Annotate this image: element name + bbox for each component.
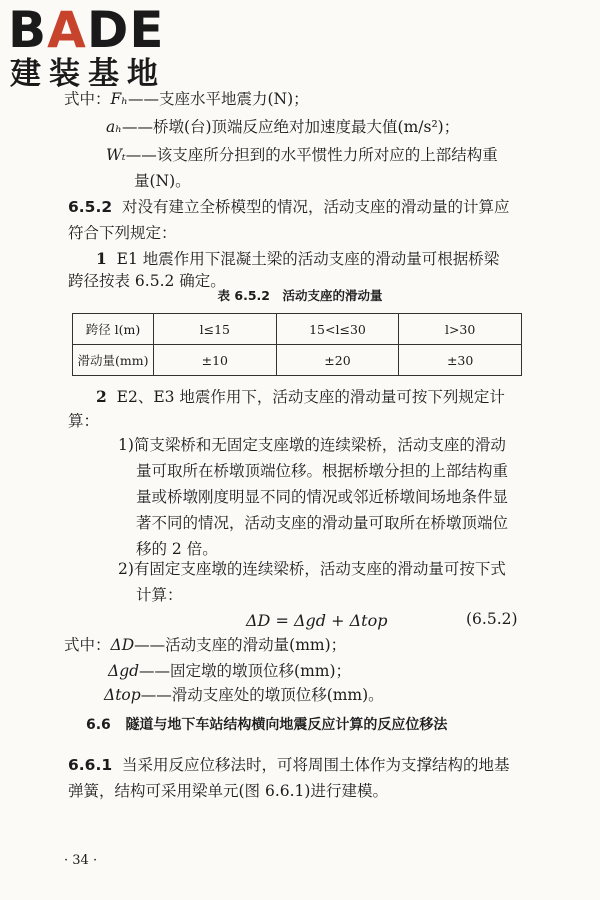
where-line: Δtop——滑动支座处的墩顶位移(mm)。 <box>104 686 384 704</box>
formula: ΔD = Δgd + Δtop <box>246 611 388 630</box>
table-title: 表 6.5.2 活动支座的滑动量 <box>217 288 383 303</box>
sub-item-line: 量或桥墩刚度明显不同的情况或邻近桥墩间场地条件显 <box>136 488 509 506</box>
table-cell: ±10 <box>154 345 277 376</box>
where-line: 式中：Fₕ——支座水平地震力(N)； <box>64 90 309 108</box>
clause-line: 符合下列规定： <box>68 224 177 242</box>
table-cell: l>30 <box>399 314 522 345</box>
table-row <box>73 345 522 376</box>
item-line: 跨径按表 6.5.2 确定。 <box>68 272 226 290</box>
table-cell: ±20 <box>276 345 399 376</box>
sub-item-line: 移的 2 倍。 <box>136 540 218 558</box>
sub-item-line: 量可取所在桥墩顶端位移。根据桥墩分担的上部结构重 <box>136 462 509 480</box>
table-cell: ±30 <box>399 345 522 376</box>
sub-item-line: 著不同的情况，活动支座的滑动量可取所在桥墩顶端位 <box>136 514 509 532</box>
sub-item-2: 2)有固定支座墩的连续梁桥，活动支座的滑动量可按下式 <box>118 560 506 578</box>
clause-6-5-2: 6.5.2 对没有建立全桥模型的情况，活动支座的滑动量的计算应 <box>68 198 510 216</box>
sub-item-line: 计算： <box>136 586 183 604</box>
where-line: Wₜ——该支座所分担到的水平惯性力所对应的上部结构重 <box>106 146 498 164</box>
formula-number: (6.5.2) <box>466 610 518 628</box>
sub-item-1: 1)简支梁桥和无固定支座墩的连续梁桥，活动支座的滑动 <box>118 436 506 454</box>
table-cell: 滑动量(mm) <box>73 345 154 376</box>
page-number: · 34 · <box>64 853 98 868</box>
item-2: 2 E2、E3 地震作用下，活动支座的滑动量可按下列规定计 <box>96 387 505 406</box>
clause-6-6-1: 6.6.1 当采用反应位移法时，可将周围土体作为支撑结构的地基 <box>68 756 510 774</box>
clause-line: 弹簧，结构可采用梁单元(图 6.6.1)进行建模。 <box>68 782 388 800</box>
table-row <box>73 314 522 345</box>
where-line: aₕ——桥墩(台)顶端反应绝对加速度最大值(m/s²)； <box>106 118 460 136</box>
section-heading: 6.6 隧道与地下车站结构横向地震反应计算的反应位移法 <box>86 717 448 733</box>
table-cell: 15<l≤30 <box>276 314 399 345</box>
where-line: 式中：ΔD——活动支座的滑动量(mm)； <box>64 636 347 654</box>
logo-subtitle: 建装基地 <box>10 56 166 92</box>
slide-table <box>72 313 522 376</box>
where-line: 量(N)。 <box>134 172 191 190</box>
table-cell: 跨径 l(m) <box>73 314 154 345</box>
logo: BADE <box>8 1 165 59</box>
item-line: 算： <box>68 412 100 430</box>
where-line: Δgd——固定墩的墩顶位移(mm)； <box>108 662 352 680</box>
item-1: 1 E1 地震作用下混凝土梁的活动支座的滑动量可根据桥梁 <box>96 249 500 268</box>
table-cell: l≤15 <box>154 314 277 345</box>
